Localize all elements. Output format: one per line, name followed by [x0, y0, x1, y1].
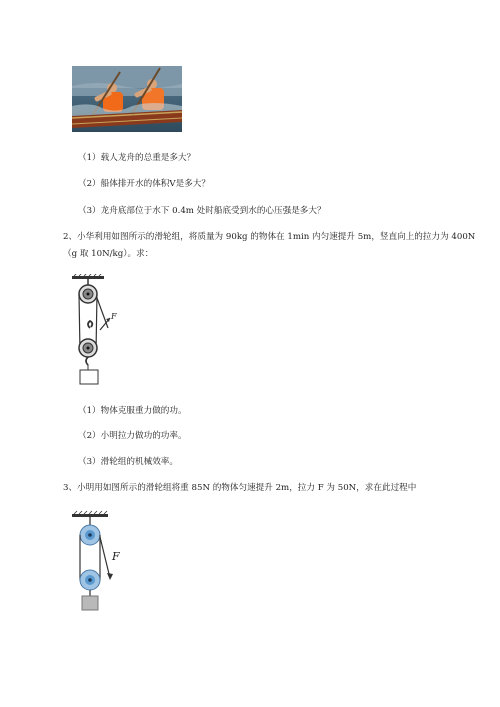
dragon-boat-photo: [72, 66, 182, 132]
problem2-stem-line2: （g 取 10N/kg）。求：: [63, 249, 154, 259]
problem2-question-1: （1）物体克服重力做的功。: [78, 406, 187, 416]
problem3-force-label: F: [112, 550, 120, 563]
problem1-question-2: （2）船体排开水的体积V是多大？: [78, 179, 210, 189]
dragon-boat-illustration: [72, 66, 182, 132]
problem2-force-label: F: [111, 312, 117, 321]
problem2-question-3: （3）滑轮组的机械效率。: [78, 457, 178, 467]
problem2-question-2: （2）小明拉力做功的功率。: [78, 431, 187, 441]
pulley-system-diagram-colored: [70, 510, 132, 612]
problem2-pulley-figure: [70, 274, 130, 386]
problem1-question-3: （3）龙舟底部位于水下 0.4m 处时船底受到水的心压强是多大？: [78, 206, 326, 216]
problem3-stem: 3、小明用如图所示的滑轮组将重 85N 的物体匀速提升 2m，拉力 F 为 50N，求在此过程中: [63, 483, 417, 493]
problem3-pulley-figure: [70, 510, 132, 612]
problem2-stem-line1: 2、小华利用如图所示的滑轮组，将质量为 90kg 的物体在 1min 内匀速提升 5m，竖直向上的拉力为 400N: [63, 232, 476, 242]
problem1-question-1: （1）载人龙舟的总重是多大？: [78, 153, 196, 163]
pulley-system-diagram: [70, 274, 130, 386]
